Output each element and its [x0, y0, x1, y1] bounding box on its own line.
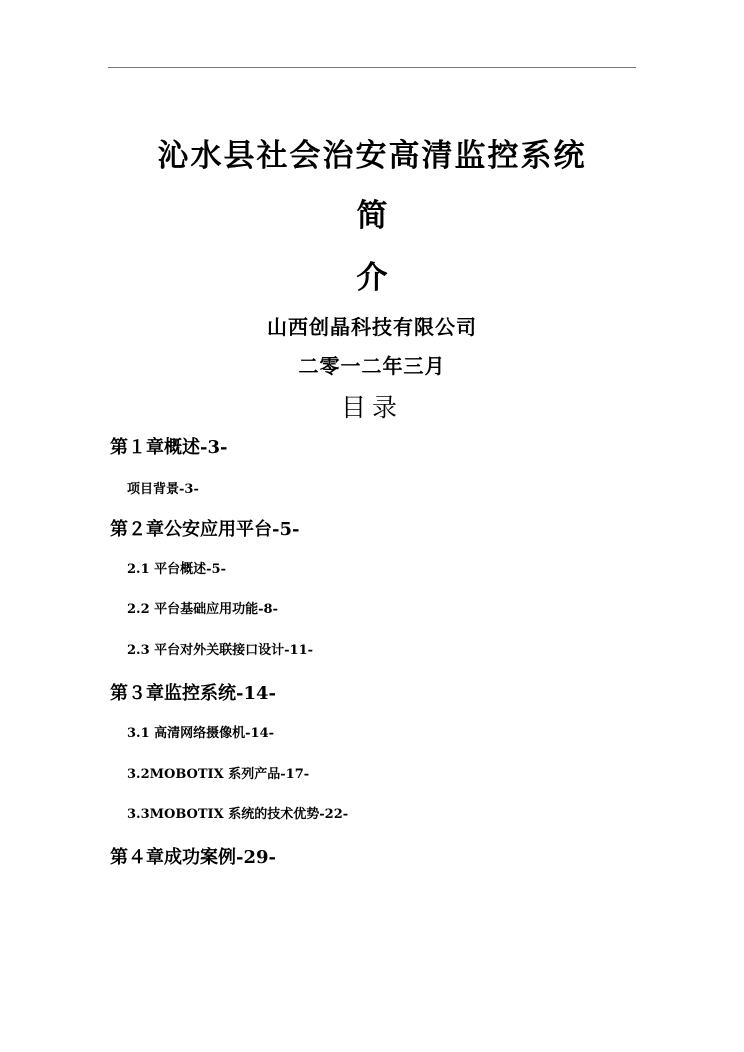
toc-entry-chapter-2[interactable]: 第２章公安应用平台-5-	[110, 519, 300, 540]
header-rule	[108, 67, 636, 68]
toc-entry-2-1[interactable]: 2.1 平台概述-5-	[127, 562, 226, 577]
toc-entry-3-1[interactable]: 3.1 高清网络摄像机-14-	[127, 726, 275, 741]
toc-entry-3-3[interactable]: 3.3MOBOTIX 系统的技术优势-22-	[127, 807, 349, 822]
toc-entry-3-2[interactable]: 3.2MOBOTIX 系列产品-17-	[127, 767, 310, 782]
toc-entry-project-background[interactable]: 项目背景-3-	[127, 482, 199, 497]
toc-entry-2-2[interactable]: 2.2 平台基础应用功能-8-	[127, 602, 278, 617]
document-title-char-2: 介	[356, 260, 388, 296]
toc-entry-chapter-4[interactable]: 第４章成功案例-29-	[110, 847, 276, 868]
document-date: 二零一二年三月	[298, 354, 446, 378]
document-title: 沁水县社会治安高清监控系统	[157, 138, 587, 174]
toc-entry-chapter-3[interactable]: 第３章监控系统-14-	[110, 683, 276, 704]
document-title-char-1: 简	[356, 198, 388, 234]
toc-heading: 目录	[340, 393, 403, 422]
company-name: 山西创晶科技有限公司	[267, 315, 477, 339]
toc-entry-2-3[interactable]: 2.3 平台对外关联接口设计-11-	[127, 643, 314, 658]
toc-entry-chapter-1[interactable]: 第１章概述-3-	[110, 437, 228, 458]
